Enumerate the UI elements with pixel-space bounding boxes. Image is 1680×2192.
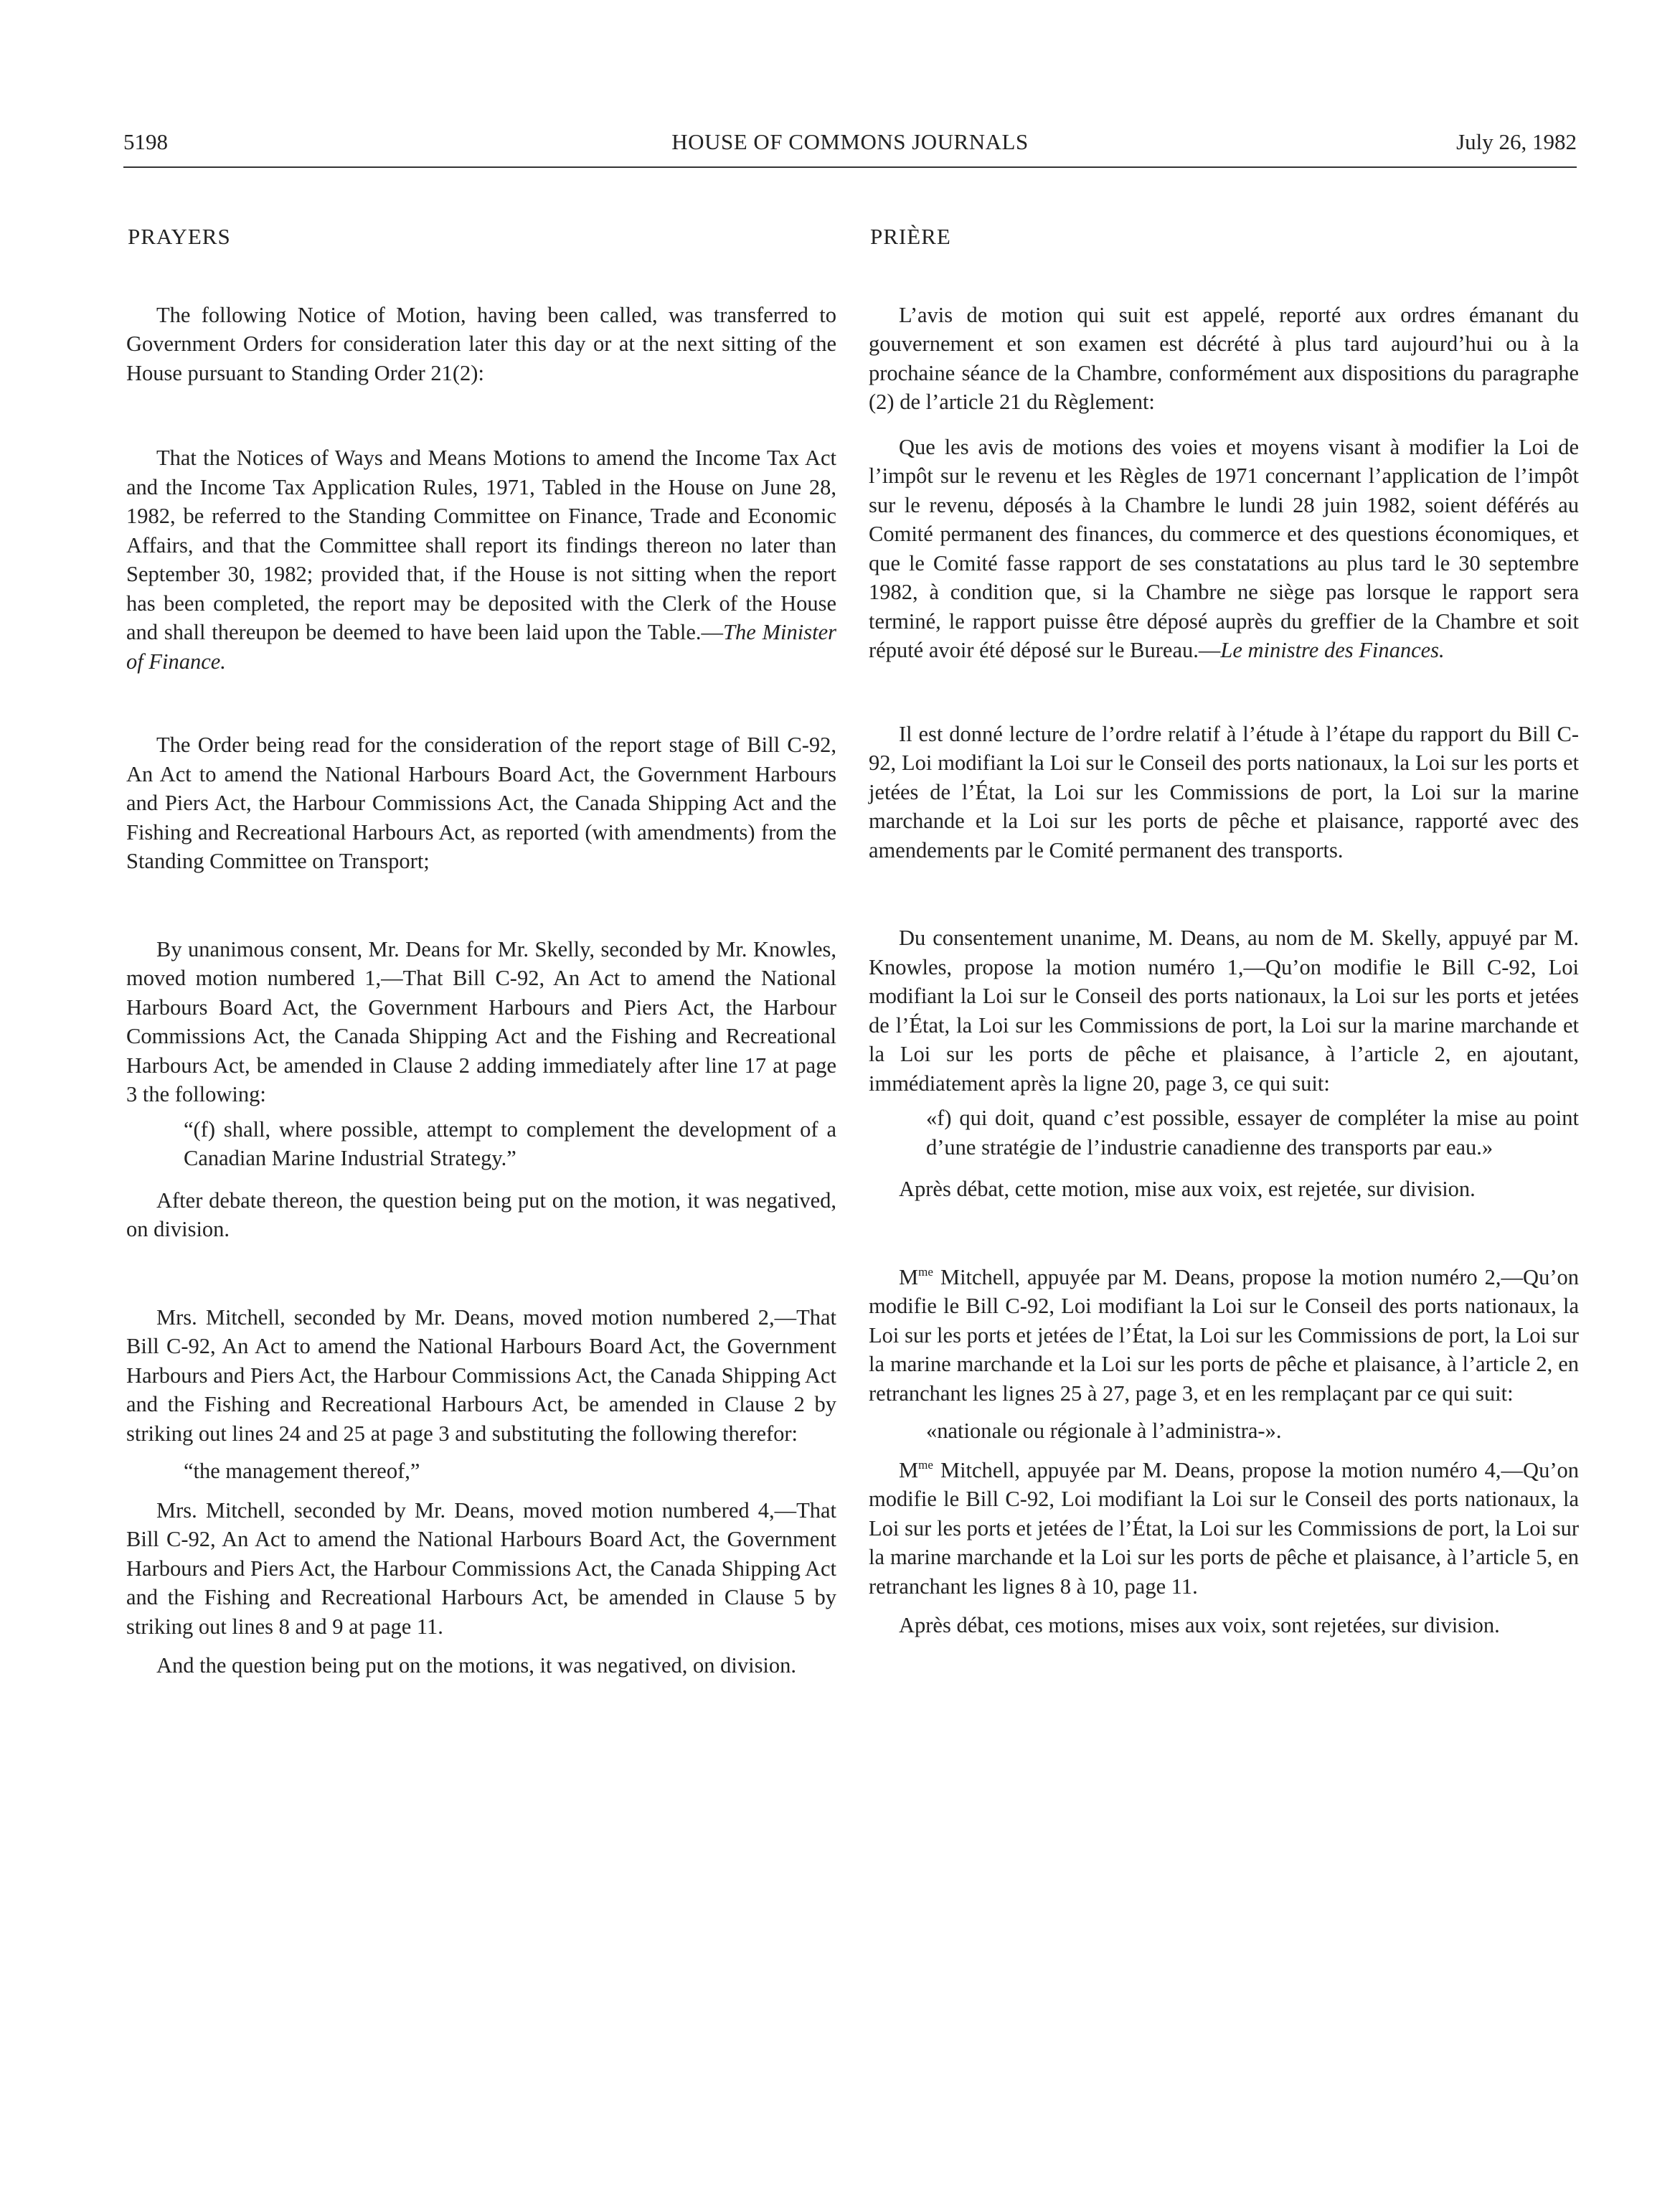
motion-2-quote: “the management thereof,” (184, 1459, 420, 1483)
motion-1-paragraph-fr: Du consentement unanime, M. Deans, au nom de M. Skelly, appuyé par M. Knowles, propose la motion numéro 1,—Qu’on modifie le Bill C-92, Loi modifiant la Loi sur le Conseil des ports nationaux, la Loi sur les ports et jetées de l’État, la Loi sur les Commissions de port, la Loi sur la marine marchande et la Loi sur les ports de pêche et plaisance, à l’article 2, en ajoutant, immédiatement après la ligne 20, page 3, ce qui suit: (869, 926, 1579, 1096)
motions-result-fr: Après débat, ces motions, mises aux voix, sont rejetées, sur division. (899, 1613, 1500, 1637)
minister-signature: The Minister of Finance. (126, 620, 836, 674)
motion-1-paragraph: By unanimous consent, Mr. Deans for Mr. Skelly, seconded by Mr. Knowles, moved motion numbered 1,—That Bill C-92, An Act to amend the National Harbours Board Act, the Government Harbours and Piers Act, the Harbour Commissions Act, the Canada Shipping Act and the Fishing and Recreational Harbours Act, be amended in Clause 2 adding immediately after line 17 at page 3 the following: (126, 936, 836, 1106)
notice-paragraph-fr: L’avis de motion qui suit est appelé, reporté aux ordres émanant du gouvernement et son examen est décrété à plus tard aujourd’hui ou à la prochaine séance de la Chambre, conformément aux dispositions du paragraphe (2) de l’article 21 du Règlement: (869, 302, 1579, 414)
page-number: 5198 (123, 129, 168, 154)
minister-signature-fr: Le ministre des Finances. (1220, 638, 1445, 662)
motion-paragraph (126, 443, 836, 676)
motion-4-paragraph-fr (869, 1456, 1579, 1601)
title-superscript: me (918, 1264, 933, 1279)
motion-text-fr: Que les avis de motions des voies et moyens visant à modifier la Loi de l’impôt sur le revenu et les Règles de 1971 concernant l’application de l’impôt sur le revenu, déposés à la Chambre le lundi 28 juin 1982, soient déférés au Comité permanent des finances, du commerce et des questions économiques, et que le Comité fasse rapport de ses constatations au plus tard le 30 septembre 1982, à condition que, si la Chambre ne siège pas lorsque le rapport sera terminé, le rapport puisse être déposé auprès du greffier de la Chambre et soit réputé avoir été déposé sur le Bureau.— (869, 434, 1579, 662)
title-superscript: me (918, 1457, 933, 1472)
page-header (123, 123, 1577, 168)
section-heading: PRAYERS (128, 224, 231, 249)
motion-2-paragraph-fr (869, 1263, 1579, 1408)
motion-1-quote-fr: «f) qui doit, quand c’est possible, essayer de compléter la mise au point d’une stratégie de l’industrie canadienne des transports par eau.» (926, 1106, 1579, 1159)
motion-2-quote-fr: «nationale ou régionale à l’administra-». (926, 1419, 1282, 1443)
journal-title: HOUSE OF COMMONS JOURNALS (671, 129, 1029, 154)
motion-4-text-fr: Mitchell, appuyée par M. Deans, propose la motion numéro 4,—Qu’on modifie le Bill C-92, Loi modifiant la Loi sur le Conseil des ports nationaux, la Loi sur les ports et jetées de l’État, la Loi sur les Commissions de port, la Loi sur la marine marchande et la Loi sur les ports de pêche et plaisance, à l’article 5, en retranchant les lignes 8 à 10, page 11. (869, 1457, 1579, 1599)
motion-paragraph-fr (869, 433, 1579, 665)
section-heading-fr: PRIÈRE (870, 224, 951, 249)
motions-result: And the question being put on the motions, it was negatived, on division. (156, 1653, 797, 1678)
motion-1-result: After debate thereon, the question being put on the motion, it was negatived, on division. (126, 1187, 836, 1241)
order-paragraph-fr: Il est donné lecture de l’ordre relatif à l’étude à l’étape du rapport du Bill C-92, Loi modifiant la Loi sur le Conseil des ports nationaux, la Loi sur les ports et jetées de l’État, la Loi sur les Commissions de port, la Loi sur la marine marchande et la Loi sur les ports de pêche et plaisance, rapporté avec des amendements par le Comité permanent des transports. (869, 721, 1579, 862)
journal-date: July 26, 1982 (1456, 129, 1577, 154)
notice-paragraph: The following Notice of Motion, having been called, was transferred to Government Orders for consideration later this day or at the next sitting of the House pursuant to Standing Order 21(2): (126, 302, 836, 385)
motion-1-result-fr: Après débat, cette motion, mise aux voix, est rejetée, sur division. (899, 1177, 1476, 1201)
title-abbrev: M (899, 1264, 919, 1289)
motion-2-paragraph: Mrs. Mitchell, seconded by Mr. Deans, moved motion numbered 2,—That Bill C-92, An Act to amend the National Harbours Board Act, the Government Harbours and Piers Act, the Harbour Commissions Act, the Canada Shipping Act and the Fishing and Recreational Harbours Act, be amended in Clause 2 by striking out lines 24 and 25 at page 3 and substituting the following therefor: (126, 1304, 836, 1446)
motion-4-paragraph: Mrs. Mitchell, seconded by Mr. Deans, moved motion numbered 4,—That Bill C-92, An Act to amend the National Harbours Board Act, the Government Harbours and Piers Act, the Harbour Commissions Act, the Canada Shipping Act and the Fishing and Recreational Harbours Act, be amended in Clause 5 by striking out lines 8 and 9 at page 11. (126, 1497, 836, 1639)
motion-1-quote: “(f) shall, where possible, attempt to complement the development of a Canadian Marine Industrial Strategy.” (184, 1116, 836, 1170)
motion-text: That the Notices of Ways and Means Motions to amend the Income Tax Act and the Income Tax Application Rules, 1971, Tabled in the House on June 28, 1982, be referred to the Standing Committee on Finance, Trade and Economic Affairs, and that the Committee shall report its findings thereon no later than September 30, 1982; provided that, if the House is not sitting when the report has been completed, the report may be deposited with the Clerk of the House and shall thereupon be deemed to have been laid upon the Table.— (126, 446, 836, 644)
motion-2-text-fr: Mitchell, appuyée par M. Deans, propose la motion numéro 2,—Qu’on modifie le Bill C-92, Loi modifiant la Loi sur le Conseil des ports nationaux, la Loi sur les ports et jetées de l’État, la Loi sur les Commissions de port, la Loi sur la marine marchande et la Loi sur les ports de pêche et plaisance, à l’article 2, en retranchant les lignes 25 à 27, page 3, et en les remplaçant par ce qui suit: (869, 1264, 1579, 1406)
english-column (126, 222, 836, 1680)
title-abbrev: M (899, 1457, 919, 1482)
order-paragraph: The Order being read for the consideration of the report stage of Bill C-92, An Act to amend the National Harbours Board Act, the Government Harbours and Piers Act, the Harbour Commissions Act, the Canada Shipping Act and the Fishing and Recreational Harbours Act, as reported (with amendments) from the Standing Committee on Transport; (126, 733, 836, 873)
french-column (869, 222, 1579, 1640)
